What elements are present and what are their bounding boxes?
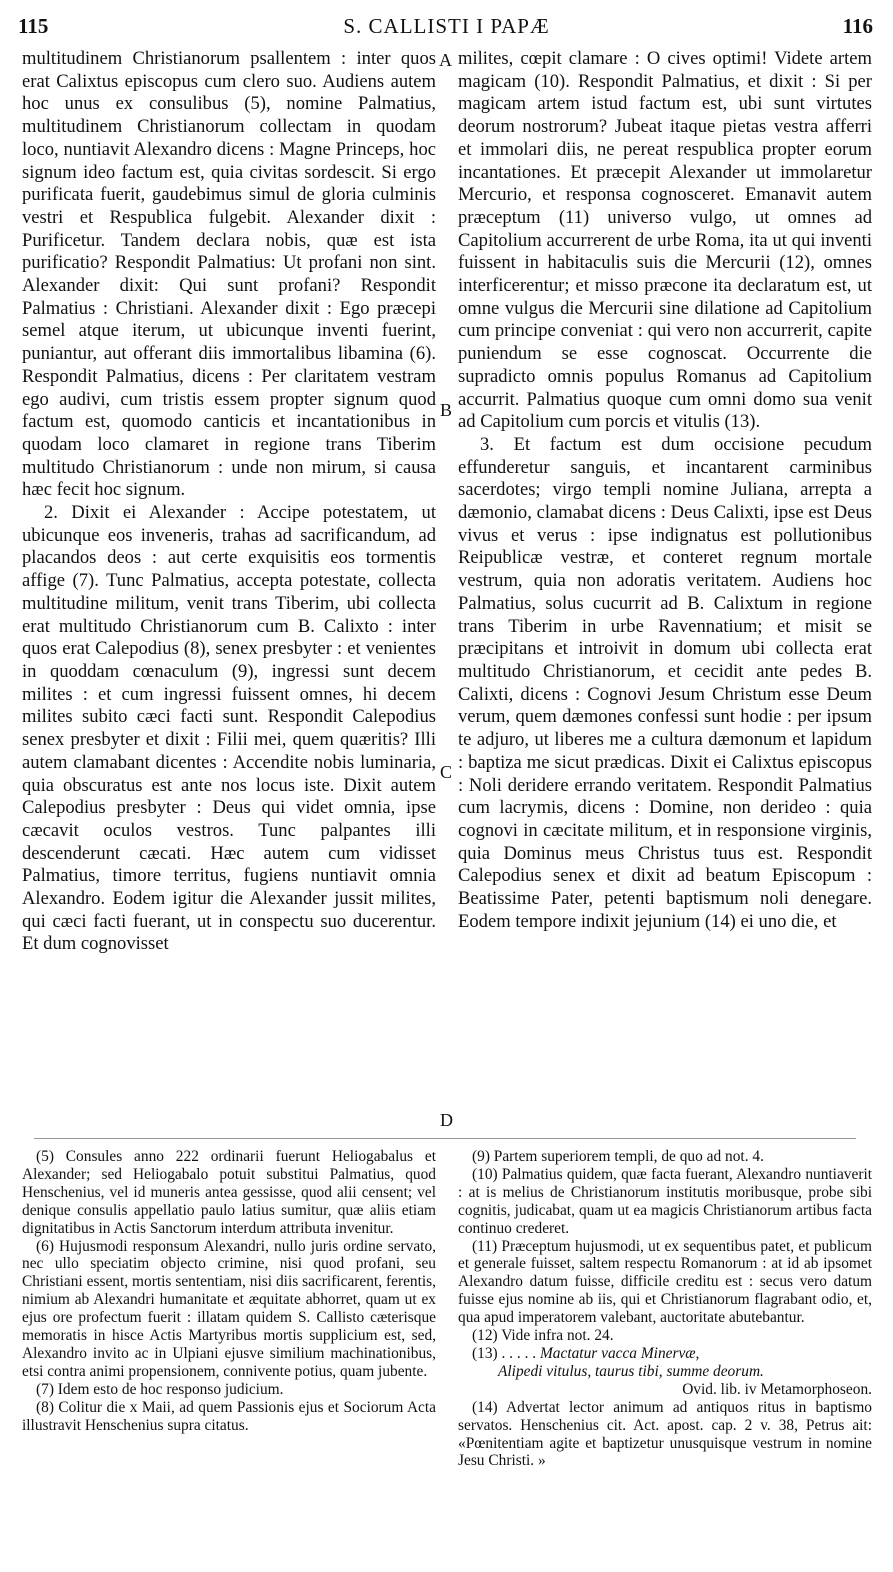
footnote: (14) Advertat lector animum ad antiquos ritus in baptismo servatos. Henschenius cit. Act. apost. cap. 2 v. 38, Petrus ait: «Pœnitentiam agite et baptizetur unusquisque vestrum in nomine Jesu Christi. »	[458, 1398, 872, 1470]
footnote: (12) Vide infra not. 24.	[472, 1327, 614, 1345]
margin-letter-a: A	[439, 50, 452, 70]
margin-letter-c: C	[440, 762, 453, 782]
footnote: (9) Partem superiorem templi, de quo ad not. 4.	[472, 1148, 764, 1165]
footnote: (5) Consules anno 222 ordinarii fuerunt Heliogabalus et Alexander; sed Heliogabalo potuit substitui Palmatius, quod Henschenius, vel id muneris antea gessisse, quod alii censent; vel denique consulis appellatio paulo latius sumitur, quæ aliis etiam dignitatibus in Actis Sanctorum interdum attributa invenitur.	[22, 1148, 436, 1237]
footnote: (10) Palmatius quidem, quæ facta fuerant, Alexandro nuntiaverit : at is melius de Christianorum institutis moribusque, probe sibi cognitis, judicabat, quam ut ea magicis Christianorum artibus facta continuo crederet.	[458, 1165, 872, 1237]
margin-letter-d: D	[440, 1110, 453, 1130]
margin-letter-b: B	[440, 400, 453, 420]
paragraph: 3. Et factum est dum occisione pecudum effunderetur sanguis, et incantarent carminibus sacerdotes; virgo templi nomine Juliana, arrepta a dæmonio, clamabat dicens : Deus Calixti, ipse est Deus vivus et verus : ipse indignatus est pollutionibus Reipublicæ vestræ, et conteret regnum mortale vestrum, quia non adoratis veritatem. Audiens hoc Palmatius, solus cucurrit ad B. Calixtum in regione trans Tiberim in urbe Ravennatium; et misit se præcipitans et introivit in domum ubi collecta erat multitudo Christianorum, et cecidit ante pedes B. Calixti, dicens : Cognovi Jesum Christum esse Deum verum, quem dæmones confessi sunt hodie : per ipsum te adjuro, ut liberes me a cultura dæmonum et lapidum : baptiza me sicut prædicas. Dixit ei Calixtus episcopus : Noli deridere errando veritatem. Respondit Palmatius cum lacrymis, dicens : Domine, non derideo : quia cognovi in cæcitate militum, et in responsione virginis, quia Dominus meus Christus tuus est. Respondit Calepodius senex et dixit ad beatum Episcopum : Beatissime Pater, petenti baptismum noli denegare. Eodem tempore indixit jejunium (14) ei uno die, et	[458, 433, 872, 932]
running-title: S. CALLISTI I PAPÆ	[343, 14, 550, 38]
footnotes-left	[22, 1148, 436, 1435]
paragraph: multitudinem Christianorum psallentem : inter quos erat Calixtus episcopus cum clero suo. Audiens autem hoc unus ex consulibus (5), nomine Palmatius, multitudinem Christianorum collectam in quodam loco, nuntiavit Alexandro dicens : Magne Princeps, hoc signum ideo factum est, quia civitas sordescit. Si ergo purificata fuerit, gaudebimus simul de gloria culminis vestri et Respublica fulgebit. Alexander dixit : Purificetur. Tandem declara nobis, quæ est ista purificatio? Respondit Palmatius: Ut profani non sint. Alexander dixit: Qui sunt profani? Respondit Palmatius : Christiani. Alexander dixit : Ego præcepi semel atque iterum, ut ubicunque inventi fuerint, puniantur, aut offerant diis immortalibus libamina (6). Respondit Palmatius, dicens : Per claritatem vestram ego audivi, cum tristis essem propter signum quod factum est, quomodo canticis et incantationibus in quodam loco clamaret in regione trans Tiberim multitudo Christianorum : unde non mirum, si causa hæc fecit hoc signum.	[22, 48, 436, 501]
footnote-lead: (13) . . . . .	[472, 1344, 537, 1362]
verse-line: Mactatur vacca Minervæ,	[539, 1344, 700, 1362]
footnote: (6) Hujusmodi responsum Alexandri, nullo juris ordine servato, nec ullo speciatim objecto crimine, nisi quod profani, seu Christiani essent, mortis sententiam, nisi diis sacrificarent, ferentis, nimium ab Alexandri humanitate et æquitate abhorret, quam ut ex ejus ore profectum fuerit : illatam quidem S. Callisto cæterisque memoratis in hisce Actis Martyribus mortis supplicium est, sed, Alexandro invito ac in Ulpiani ejusve similium machinationibus, etsi contra animi propensionem, connivente potius, quam jubente.	[22, 1237, 436, 1380]
footnote-divider	[34, 1138, 856, 1139]
right-text-column	[458, 48, 872, 933]
footnotes-right	[458, 1148, 872, 1470]
footnote: (8) Colitur die x Maii, ad quem Passionis ejus et Sociorum Acta illustravit Henschenius supra citatus.	[22, 1398, 436, 1434]
footnote: (11) Præceptum hujusmodi, ut ex sequentibus patet, et publicum et generale fuisset, saltem respectu Romanorum : at id ab ipsomet Alexandro datum fuisse, difficile creditu est : secus vero datum fuisse ejus nomine ab iis, qui et Christianorum flagrabant odio, et, qua apud imperatorem valebant, auctoritate abutebantur.	[458, 1237, 872, 1327]
page-number-right: 116	[842, 14, 873, 38]
paragraph: 2. Dixit ei Alexander : Accipe potestatem, ut ubicunque eos inveneris, trahas ad sacrificandum, ad placandos deos : aut certe exquisitis eos tormentis affige (7). Tunc Palmatius, accepta potestate, collecta multitudine militum, venit trans Tiberim, ubi collecta erat multitudo Christianorum cum B. Calixto : inter quos erat Calepodius (8), senex presbyter : et venientes in quoddam cœnaculum (9), ingressi sunt decem milites : et cum ingressi fuissent omnes, hi decem milites subito cæci facti sunt. Respondit Calepodius senex presbyter et dixit : Filii mei, quem quæritis? Illi autem clamabant dicentes : Accendite nobis luminaria, quia obscuratus est ante nos locus iste. Dixit autem Calepodius presbyter : Deus qui videt omnia, ipse cæcavit oculos vestros. Tunc palpantes illi descenderunt cæcati. Hæc autem cum vidisset Palmatius, timore territus, fugiens nuntiavit omnia Alexandro. Eodem igitur die Alexander jussit milites, qui cæci facti fuerant, ut in conspectu suo ducerentur. Et dum cognovisset	[22, 502, 436, 955]
left-text-column	[22, 48, 436, 956]
verse-line: Alipedi vitulus, taurus tibi, summe deorum.	[498, 1362, 764, 1380]
page-number-left: 115	[18, 14, 49, 38]
footnote: (7) Idem esto de hoc responso judicium.	[36, 1380, 284, 1398]
footnote-verse	[458, 1345, 872, 1363]
paragraph: milites, cœpit clamare : O cives optimi! Videte artem magicam (10). Respondit Palmatius, et dixit : Si per magicam artem istud factum est, ubi sunt virtutes deorum nostrorum? Jubeat itaque pietas vestra afferri et immolari diis, ne pereat respublica propter eorum incantationes. Et præcepit Alexander ut immolaretur Mercurio, et responsa cognosceret. Emanavit autem præceptum (11) universo vulgo, ut omnes ad Capitolium accurrerent de urbe Roma, ita ut qui inventi fuissent in habitaculis suis die Mercurii (12), omnes interficerentur; et misso præcone ita declaratum est, ut omne vulgus die Mercurii sine dilatione ad Capitolium cum principe conveniat : qui vero non accurrerit, capite puniendum se esse cognoscat. Occurrente die supradicto omnis populus Romanus ad Capitolium accurrit. Palmatius quoque cum omni domo sua venit ad Capitolium cum porcis et vitulis (13).	[458, 48, 872, 433]
verse-citation: Ovid. lib. iv Metamorphoseon.	[682, 1380, 872, 1398]
running-header	[0, 14, 893, 44]
